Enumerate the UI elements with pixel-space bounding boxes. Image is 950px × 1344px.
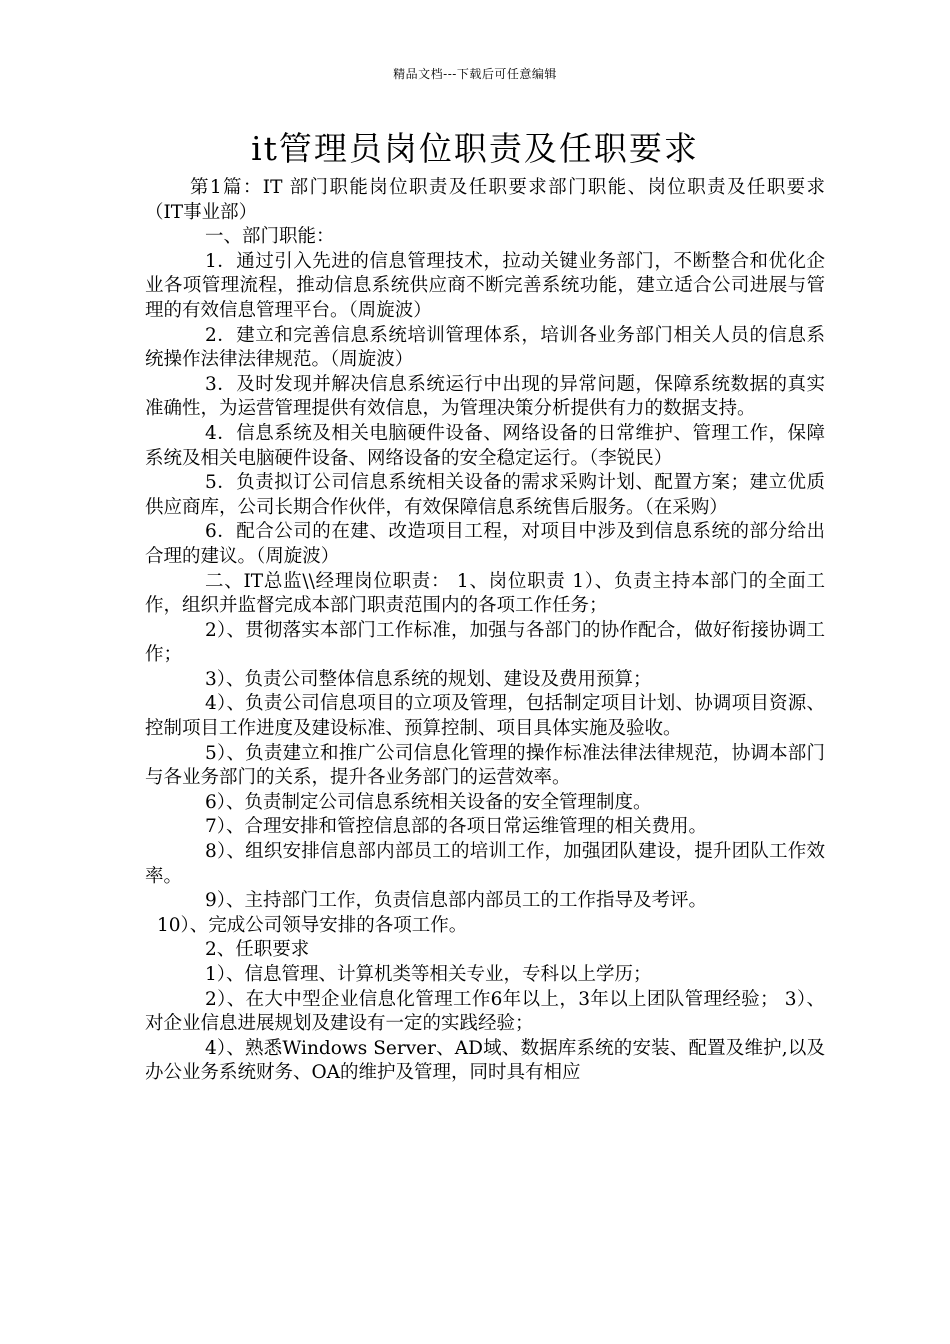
paragraph: 2．建立和完善信息系统培训管理体系，培训各业务部门相关人员的信息系统操作法律法律规范。（周旋波）	[145, 324, 825, 371]
paragraph: 6．配合公司的在建、改造项目工程，对项目中涉及到信息系统的部分给出合理的建议。（周旋波）	[145, 521, 825, 567]
paragraph: 2）、贯彻落实本部门工作标准，加强与各部门的协作配合，做好衔接协调工作；	[145, 619, 825, 666]
paragraph: 3）、负责公司整体信息系统的规划、建设及费用预算；	[205, 668, 652, 690]
header-note: 精品文档---下载后可任意编辑	[393, 67, 557, 81]
document-title: it管理员岗位职责及任职要求	[251, 129, 699, 168]
paragraph: 2、任职要求	[205, 939, 310, 961]
paragraph: 5）、负责建立和推广公司信息化管理的操作标准法律法律规范，协调本部门与各业务部门的关系，提升各业务部门的运营效率。	[145, 742, 825, 789]
paragraph: 10）、完成公司领导安排的各项工作。	[157, 914, 468, 936]
paragraph: 8）、组织安排信息部内部员工的培训工作，加强团队建设，提升团队工作效率。	[145, 841, 825, 887]
paragraph: 第1篇：IT 部门职能岗位职责及任职要求部门职能、岗位职责及任职要求 （IT事业部）	[145, 177, 825, 223]
paragraph: 4）、负责公司信息项目的立项及管理，包括制定项目计划、协调项目资源、控制项目工作进度及建设标准、预算控制、项目具体实施及验收。	[145, 693, 825, 740]
paragraph: 1）、信息管理、计算机类等相关专业，专科以上学历；	[205, 964, 652, 985]
paragraph: 7）、合理安排和管控信息部的各项日常运维管理的相关费用。	[205, 816, 708, 838]
paragraph: 6）、负责制定公司信息系统相关设备的安全管理制度。	[205, 791, 652, 813]
paragraph: 2）、在大中型企业信息化管理工作6年以上，3年以上团队管理经验； 3）、对企业信息进展规划及建设有一定的实践经验；	[145, 988, 825, 1035]
paragraph: 5．负责拟订公司信息系统相关设备的需求采购计划、配置方案；建立优质供应商库，公司长期合作伙伴，有效保障信息系统售后服务。（在采购）	[145, 472, 825, 518]
document-body	[145, 176, 825, 1086]
paragraph: 二、IT总监\\经理岗位职责： 1、岗位职责 1）、负责主持本部门的全面工作，组织并监督完成本部门职责范围内的各项工作任务；	[145, 570, 825, 617]
paragraph: 9）、主持部门工作，负责信息部内部员工的工作指导及考评。	[205, 890, 708, 912]
paragraph: 4）、熟悉Windows Server、AD域、数据库系统的安装、配置及维护,以及办公业务系统财务、OA的维护及管理，同时具有相应	[145, 1037, 825, 1084]
paragraph: 4．信息系统及相关电脑硬件设备、网络设备的日常维护、管理工作，保障系统及相关电脑硬件设备、网络设备的安全稳定运行。（李锐民）	[145, 422, 825, 469]
paragraph: 一、部门职能：	[205, 226, 335, 248]
paragraph: 3．及时发现并解决信息系统运行中出现的异常问题，保障系统数据的真实准确性，为运营管理提供有效信息，为管理决策分析提供有力的数据支持。	[145, 373, 825, 420]
paragraph: 1．通过引入先进的信息管理技术，拉动关键业务部门，不断整合和优化企业各项管理流程，推动信息系统供应商不断完善系统功能，建立适合公司进展与管理的有效信息管理平台。（周旋波）	[145, 250, 825, 321]
